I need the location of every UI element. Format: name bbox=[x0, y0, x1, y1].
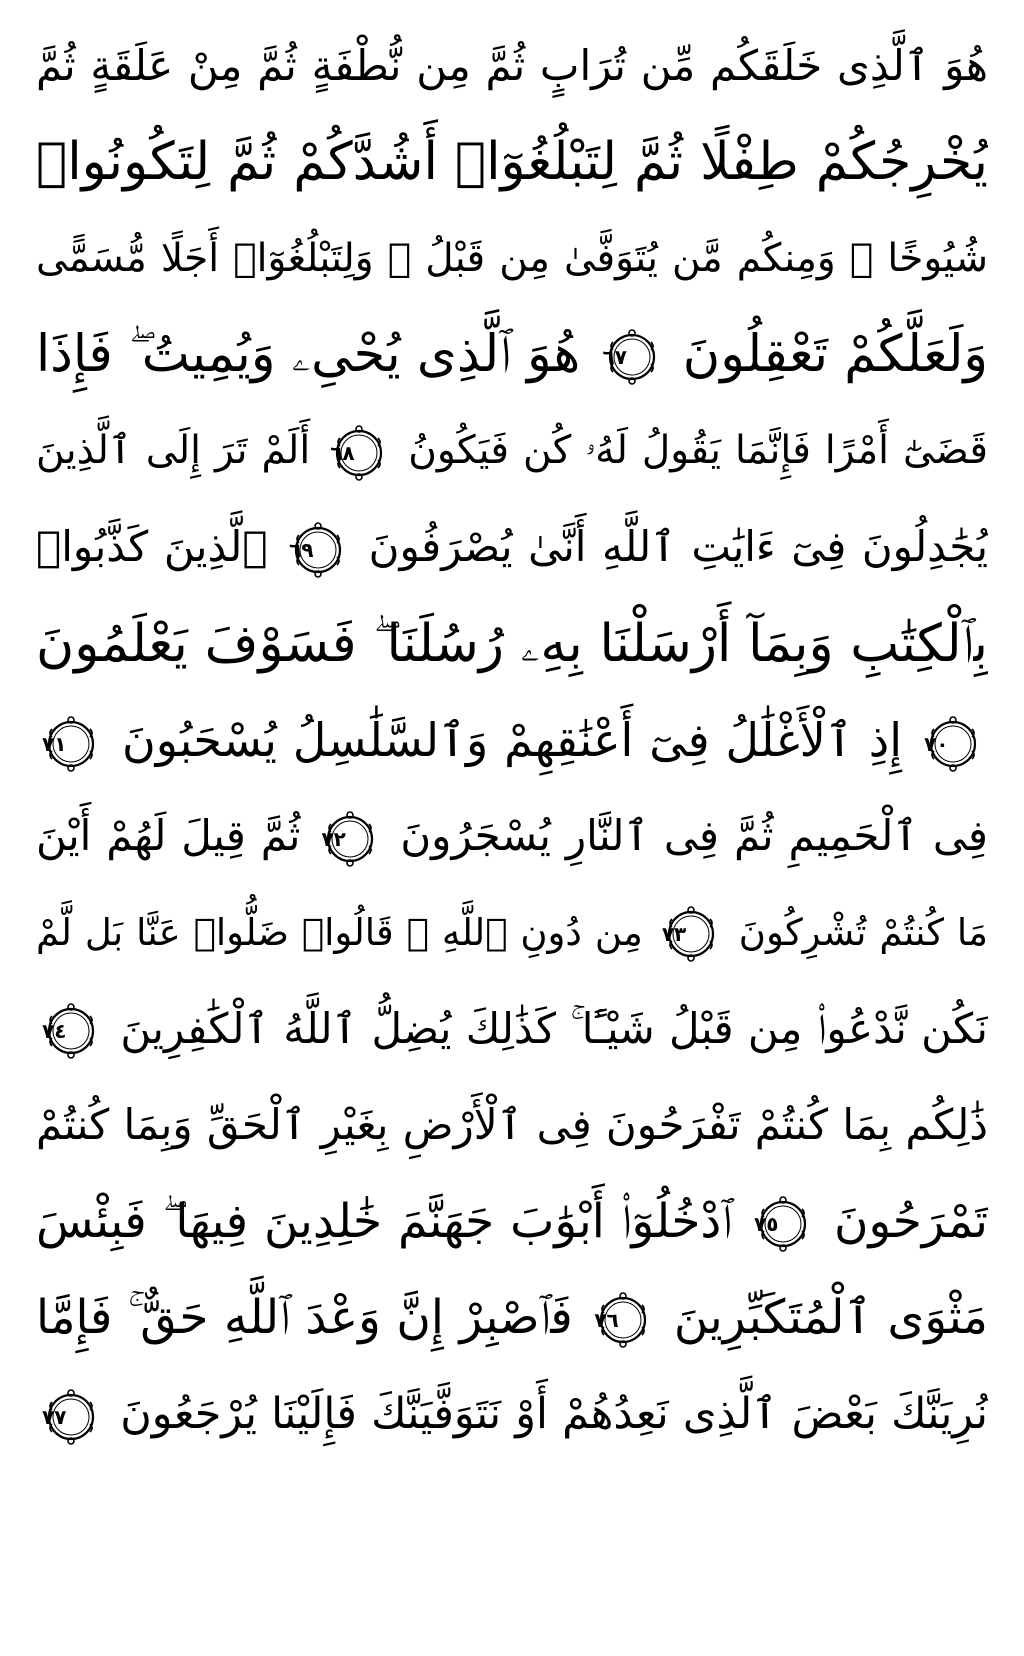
ayah-end-marker bbox=[42, 715, 100, 773]
ayah-number: ٧٤ bbox=[42, 1019, 67, 1044]
ayah-number: ٧١ bbox=[42, 731, 67, 756]
verse-text: إِذِ ٱلْأَغْلَٰلُ فِىٓ أَعْنَٰقِهِمْ وَٱلسَّلَٰسِلُ يُسْحَبُونَ bbox=[121, 713, 903, 768]
verse-line bbox=[36, 499, 988, 595]
ayah-end-marker bbox=[42, 1002, 100, 1060]
ayah-number: ٧٥ bbox=[754, 1212, 779, 1237]
verse-text: فَٱصْبِرْ إِنَّ وَعْدَ ٱللَّهِ حَقٌّ ۚ فَإِمَّا bbox=[36, 1289, 573, 1345]
verse-text: بِٱلْكِتَٰبِ وَبِمَآ أَرْسَلْنَا بِهِۦ رُسُلَنَا ۖ فَسَوْفَ يَعْلَمُونَ bbox=[36, 613, 988, 674]
verse-text: ثُمَّ قِيلَ لَهُمْ أَيْنَ bbox=[36, 811, 301, 861]
ayah-number: ٦٩ bbox=[289, 537, 314, 562]
verse-line bbox=[36, 1366, 988, 1462]
verse-line bbox=[36, 596, 988, 692]
ayah-number: ٧٦ bbox=[594, 1308, 619, 1333]
verse-line bbox=[36, 692, 988, 788]
ayah-number: ٧٧ bbox=[42, 1404, 67, 1429]
verse-text: نُرِيَنَّكَ بَعْضَ ٱلَّذِى نَعِدُهُمْ أَوْ نَتَوَفَّيَنَّكَ فَإِلَيْنَا يُرْجَعُونَ bbox=[120, 1389, 988, 1440]
verse-line bbox=[36, 307, 988, 403]
ayah-end-marker bbox=[289, 521, 347, 579]
verse-text: مَثْوَى ٱلْمُتَكَبِّرِينَ bbox=[673, 1289, 988, 1345]
ayah-number: ٧٢ bbox=[321, 826, 346, 851]
verse-line bbox=[36, 211, 988, 307]
verse-text: نَكُن نَّدْعُوا۟ مِن قَبْلُ شَيْـًٔا ۚ كَذَٰلِكَ يُضِلُّ ٱللَّهُ ٱلْكَٰفِرِينَ bbox=[120, 1003, 988, 1053]
ayah-end-marker bbox=[594, 1291, 652, 1349]
verse-line bbox=[36, 1077, 988, 1173]
verse-text: ٱلَّذِينَ كَذَّبُوا۟ bbox=[36, 522, 268, 572]
ayah-end-marker bbox=[924, 715, 982, 773]
verse-text: وَلَعَلَّكُمْ تَعْقِلُونَ bbox=[682, 324, 988, 384]
verse-text: تَمْرَحُونَ bbox=[833, 1193, 988, 1249]
ayah-end-marker bbox=[330, 424, 388, 482]
verse-text: يُجَٰدِلُونَ فِىٓ ءَايَٰتِ ٱللَّهِ أَنَّىٰ يُصْرَفُونَ bbox=[368, 522, 988, 572]
verse-text: قَضَىٰٓ أَمْرًا فَإِنَّمَا يَقُولُ لَهُۥ كُن فَيَكُونُ bbox=[408, 428, 988, 474]
ayah-end-marker bbox=[662, 905, 720, 963]
ayah-end-marker bbox=[42, 1388, 100, 1446]
verse-text: ٱدْخُلُوٓا۟ أَبْوَٰبَ جَهَنَّمَ خَٰلِدِينَ فِيهَا ۖ فَبِئْسَ bbox=[36, 1193, 733, 1249]
verse-text: شُيُوخًا ۚ وَمِنكُم مَّن يُتَوَفَّىٰ مِن قَبْلُ ۖ وَلِتَبْلُغُوٓا۟ أَجَلًا مُّسَمًّى bbox=[36, 235, 988, 281]
ayah-end-marker bbox=[603, 328, 661, 386]
ayah-end-marker bbox=[321, 810, 379, 868]
verse-text: مِن دُونِ ٱللَّهِ ۖ قَالُوا۟ ضَلُّوا۟ عَنَّا بَل لَّمْ bbox=[36, 910, 643, 954]
ayah-number: ٦٨ bbox=[330, 440, 355, 465]
verse-text: ذَٰلِكُم بِمَا كُنتُمْ تَفْرَحُونَ فِى ٱلْأَرْضِ بِغَيْرِ ٱلْحَقِّ وَبِمَا كُنتُمْ bbox=[36, 1100, 988, 1150]
verse-line bbox=[36, 114, 988, 210]
verse-text: فِى ٱلْحَمِيمِ ثُمَّ فِى ٱلنَّارِ يُسْجَرُونَ bbox=[400, 811, 988, 861]
verse-line bbox=[36, 1174, 988, 1270]
verse-text: هُوَ ٱلَّذِى يُحْىِۦ وَيُمِيتُ ۖ فَإِذَا bbox=[36, 324, 581, 384]
verse-text: هُوَ ٱلَّذِى خَلَقَكُم مِّن تُرَابٍ ثُمَّ مِن نُّطْفَةٍ ثُمَّ مِنْ عَلَقَةٍ ثُمَّ bbox=[36, 41, 988, 90]
ayah-end-marker bbox=[754, 1195, 812, 1253]
ayah-number: ٧٠ bbox=[924, 731, 949, 756]
verse-line bbox=[36, 885, 988, 981]
ayah-number: ٦٧ bbox=[602, 344, 627, 369]
verse-line bbox=[36, 403, 988, 499]
verse-text: مَا كُنتُمْ تُشْرِكُونَ bbox=[738, 910, 988, 954]
verse-line bbox=[36, 18, 988, 114]
verse-text: يُخْرِجُكُمْ طِفْلًا ثُمَّ لِتَبْلُغُوٓا۟ أَشُدَّكُمْ ثُمَّ لِتَكُونُوا۟ bbox=[36, 132, 988, 193]
verse-line bbox=[36, 981, 988, 1077]
verse-text: أَلَمْ تَرَ إِلَى ٱلَّذِينَ bbox=[36, 428, 311, 474]
ayah-number: ٧٣ bbox=[661, 922, 687, 947]
verse-line bbox=[36, 788, 988, 884]
verse-line bbox=[36, 1270, 988, 1366]
